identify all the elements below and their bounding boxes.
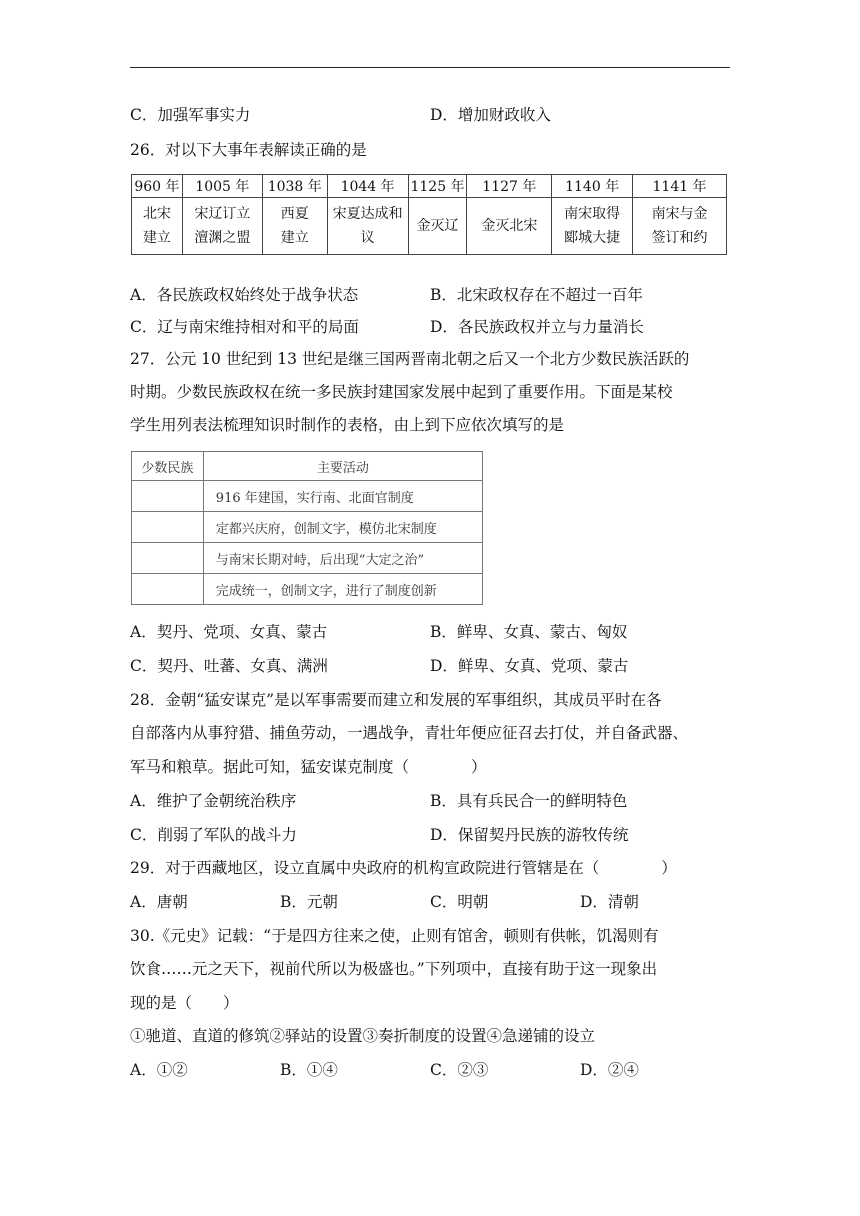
q26-option-c: C．辽与南宋维持相对和平的局面 [130, 318, 359, 336]
q28-option-c: C．削弱了军队的战斗力 [130, 826, 297, 844]
q29-option-a: A．唐朝 [130, 893, 188, 911]
q26-option-b: B．北宋政权存在不超过一百年 [430, 286, 643, 304]
q27-option-c: C．契丹、吐蕃、女真、满洲 [130, 657, 328, 675]
q29-option-c: C．明朝 [430, 893, 489, 911]
event-cell: 南宋与金签订和约 [651, 206, 708, 246]
q27-option-a: A．契丹、党项、女真、蒙古 [130, 623, 328, 641]
activity-cell: 完成统一，创制文字，进行了制度创新 [203, 574, 482, 605]
q25-option-c: C．加强军事实力 [130, 106, 251, 124]
event-cell: 南宋取得郾城大捷 [564, 206, 621, 246]
q29-stem: 29．对于西藏地区，设立直属中央政府的机构宣政院进行管辖是在（ ） [130, 859, 677, 877]
year-cell: 1140 年 [552, 175, 633, 198]
q29-option-d: D．清朝 [580, 893, 639, 911]
activity-cell: 与南宋长期对峙，后出现“大定之治” [203, 543, 482, 574]
q27-stem-line: 27．公元 10 世纪到 13 世纪是继三国两晋南北朝之后又一个北方少数民族活跃的 [130, 350, 690, 368]
activity-cell: 定都兴庆府，创制文字，模仿北宋制度 [203, 512, 482, 543]
q28-option-a: A．维护了金朝统治秩序 [130, 792, 297, 810]
year-cell: 1044 年 [327, 175, 408, 198]
event-cell: 西夏建立 [280, 206, 309, 246]
activity-cell: 916 年建国，实行南、北面官制度 [203, 481, 482, 512]
table-header: 少数民族 [132, 452, 204, 481]
q26-option-d: D．各民族政权并立与力量消长 [430, 318, 644, 336]
q29-option-b: B．元朝 [280, 893, 338, 911]
q30-option-b: B．①④ [280, 1061, 338, 1079]
blank-cell [132, 481, 204, 512]
year-cell: 960 年 [132, 175, 183, 198]
q28-option-b: B．具有兵民合一的鲜明特色 [430, 792, 628, 810]
blank-cell [132, 512, 204, 543]
q30-option-c: C．②③ [430, 1061, 489, 1079]
header-rule [130, 67, 730, 68]
year-cell: 1038 年 [262, 175, 327, 198]
blank-cell [132, 543, 204, 574]
q27-option-d: D．鲜卑、女真、党项、蒙古 [430, 657, 629, 675]
year-cell: 1005 年 [182, 175, 262, 198]
q28-stem-line: 军马和粮草。据此可知，猛安谋克制度（ ） [130, 758, 487, 776]
q26-stem: 26．对以下大事年表解读正确的是 [130, 141, 367, 159]
blank-cell [132, 574, 204, 605]
q27-stem-line: 学生用列表法梳理知识时制作的表格，由上到下应依次填写的是 [130, 416, 565, 434]
event-cell: 宋夏达成和议 [332, 206, 403, 246]
q27-stem-line: 时期。少数民族政权在统一多民族封建国家发展中起到了重要作用。下面是某校 [130, 383, 673, 401]
q25-option-d: D．增加财政收入 [430, 106, 551, 124]
q28-stem-line: 自部落内从事狩猎、捕鱼劳动，一遇战争，青壮年便应征召去打仗，并自备武器、 [130, 724, 689, 742]
q30-stem-line: 现的是（ ） [130, 994, 239, 1012]
q27-ethnic-table [131, 451, 483, 605]
q30-option-d: D．②④ [580, 1061, 639, 1079]
q26-option-a: A．各民族政权始终处于战争状态 [130, 286, 359, 304]
table-header: 主要活动 [203, 452, 482, 481]
event-cell: 宋辽订立澶渊之盟 [194, 206, 251, 246]
q28-stem-line: 28．金朝“猛安谋克”是以军事需要而建立和发展的军事组织，其成员平时在各 [130, 691, 662, 709]
q30-option-a: A．①② [130, 1061, 188, 1079]
q26-chronology-table [131, 174, 727, 255]
event-cell: 金灭辽 [416, 218, 459, 234]
year-cell: 1141 年 [633, 175, 727, 198]
q30-items: ①驰道、直道的修筑②驿站的设置③奏折制度的设置④急递铺的设立 [130, 1027, 596, 1045]
q30-stem-line: 饮食……元之天下，视前代所以为极盛也。”下列项中，直接有助于这一现象出 [130, 960, 658, 978]
event-cell: 金灭北宋 [481, 218, 538, 234]
q30-stem-line: 30.《元史》记载：“于是四方往来之使，止则有馆舍，顿则有供帐，饥渴则有 [130, 927, 659, 945]
q28-option-d: D．保留契丹民族的游牧传统 [430, 826, 629, 844]
year-cell: 1127 年 [467, 175, 552, 198]
event-cell: 北宋建立 [142, 206, 171, 246]
q27-option-b: B．鲜卑、女真、蒙古、匈奴 [430, 623, 628, 641]
year-cell: 1125 年 [408, 175, 467, 198]
